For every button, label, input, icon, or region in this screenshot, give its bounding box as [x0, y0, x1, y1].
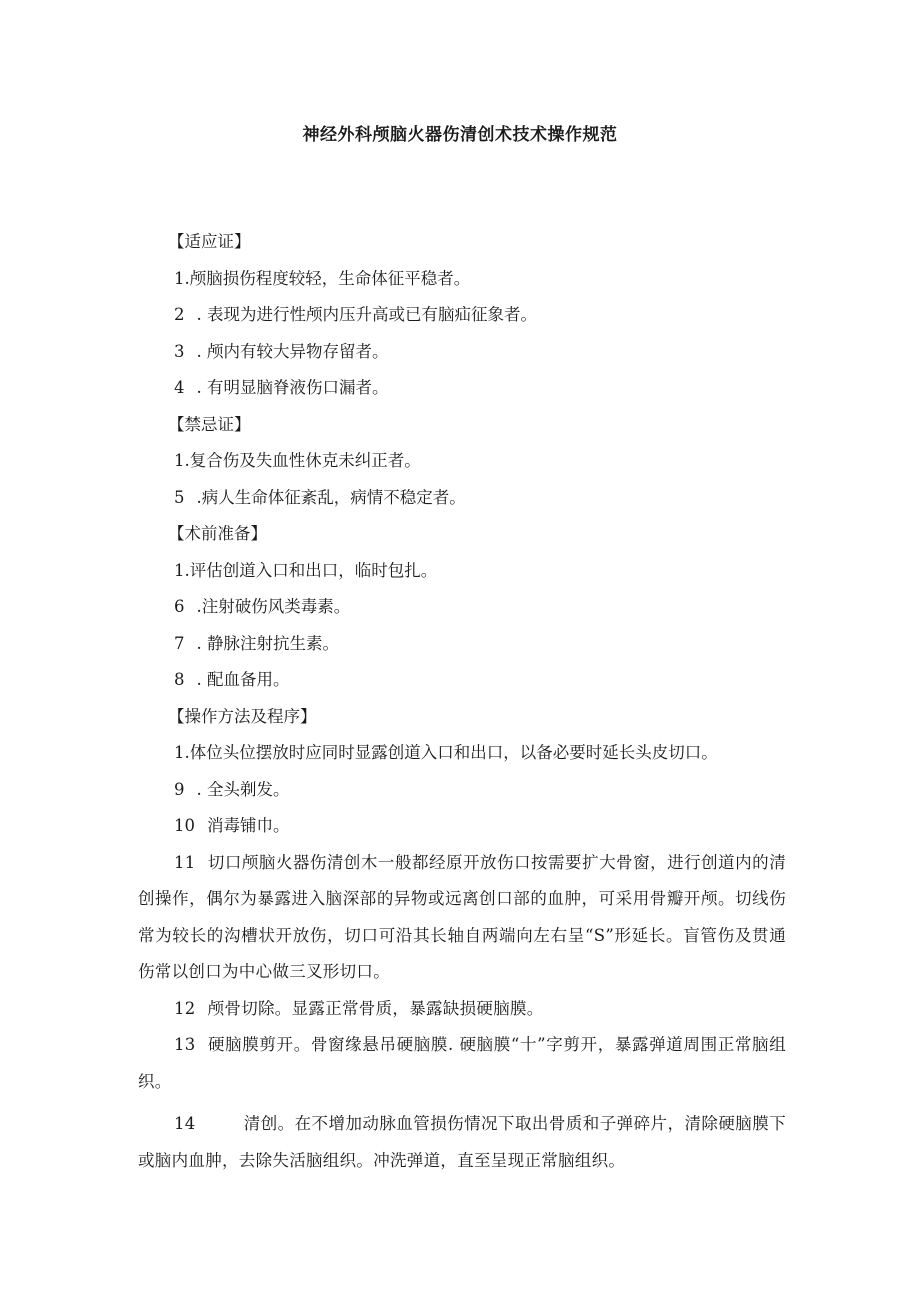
list-item	[138, 443, 786, 480]
item-number: 7	[174, 633, 185, 653]
item-number: 1.	[174, 560, 190, 580]
list-item	[138, 808, 786, 845]
item-text: 切口颅脑火器伤清创木一般都经原开放伤口按需要扩大骨窗，进行创道内的清创操作，偶尔为暴露进入脑深部的异物或远离创口部的血肿，可采用骨瓣开颅。切线伤常为较长的沟槽状开放伤，切口可沿其长轴自两端向左右呈“S”形延长。盲管伤及贯通伤常以创口为中心做三叉形切口。	[138, 852, 786, 981]
list-item	[138, 553, 786, 590]
item-number: 13	[174, 1035, 196, 1054]
list-item	[138, 735, 786, 772]
list-item	[138, 772, 786, 809]
section-heading-preparation: 【术前准备】	[168, 524, 267, 543]
item-text: 硬脑膜剪开。骨窗缘悬吊硬脑膜. 硬脑膜“十”字剪开，暴露弹道周围正常脑组织。	[138, 1035, 786, 1091]
list-item	[138, 334, 786, 371]
list-item	[138, 589, 786, 626]
item-number: 4	[174, 378, 185, 397]
list-item	[138, 662, 786, 699]
item-number: 9	[174, 779, 185, 799]
list-item	[138, 845, 786, 991]
section-heading-contraindications: 【禁忌证】	[168, 414, 251, 434]
item-text: .注射破伤风类毒素。	[196, 597, 351, 616]
item-number: 2	[174, 305, 185, 324]
list-item	[138, 297, 786, 334]
item-number: 1.	[174, 268, 190, 288]
item-number: 3	[174, 341, 185, 361]
item-text: 评估创道入口和出口，临时包扎。	[189, 560, 438, 580]
item-number: 8	[174, 670, 185, 689]
item-text: 清创。在不增加动脉血管损伤情况下取出骨质和子弹碎片，清除硬脑膜下或脑内血肿，去除失活脑组织。冲洗弹道，直至呈现正常脑组织。	[138, 1114, 786, 1170]
list-item	[138, 991, 786, 1028]
item-text: . 静脉注射抗生素。	[196, 633, 339, 653]
item-number: 5	[174, 487, 185, 507]
item-number: 10	[174, 816, 195, 835]
item-number: 6	[174, 597, 185, 616]
item-number: 12	[174, 998, 196, 1018]
item-text: 体位头位摆放时应同时显露创道入口和出口，以备必要时延长头皮切口。	[189, 743, 718, 762]
document-body	[138, 224, 786, 1179]
item-number: 1.	[174, 451, 190, 470]
item-number: 1.	[174, 743, 190, 762]
item-text: 消毒铺巾。	[207, 816, 290, 835]
item-text: 复合伤及失血性休克未纠正者。	[189, 451, 421, 470]
list-item	[138, 480, 786, 517]
section-heading-indications: 【适应证】	[168, 232, 251, 251]
item-number: 14	[174, 1114, 196, 1133]
item-number: 11	[174, 852, 196, 872]
list-item	[138, 261, 786, 298]
item-text: . 配血备用。	[196, 670, 290, 689]
document-title: 神经外科颅脑火器伤清创术技术操作规范	[302, 125, 618, 145]
item-text: . 有明显脑脊液伤口漏者。	[196, 378, 389, 397]
item-text: . 颅内有较大异物存留者。	[196, 341, 389, 361]
item-text: 颅骨切除。显露正常骨质，暴露缺损硬脑膜。	[207, 998, 544, 1018]
item-text: . 全头剃发。	[196, 779, 290, 799]
list-item	[138, 626, 786, 663]
section-heading-procedure: 【操作方法及程序】	[168, 706, 317, 726]
list-item	[138, 370, 786, 407]
list-item	[138, 1027, 786, 1100]
item-text: . 表现为进行性颅内压升高或已有脑疝征象者。	[196, 305, 537, 324]
item-text: 颅脑损伤程度较轻，生命体征平稳者。	[189, 268, 471, 288]
item-text: .病人生命体征紊乱，病情不稳定者。	[196, 487, 466, 507]
list-item	[138, 1106, 786, 1179]
